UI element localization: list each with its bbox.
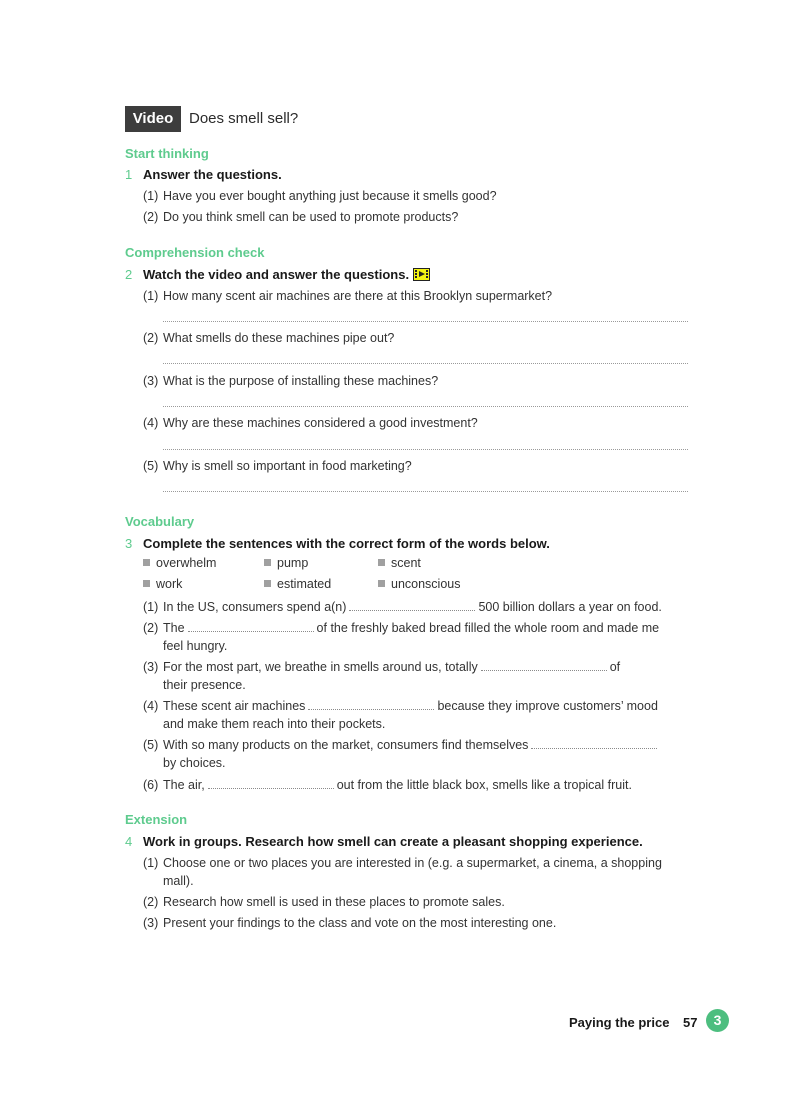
question-text: What smells do these machines pipe out? (163, 331, 395, 345)
video-tag: Video (125, 106, 181, 132)
question-number: (5) (143, 459, 159, 473)
task-instruction-1: Answer the questions. (143, 167, 282, 182)
sentence-text: These scent air machines (163, 699, 306, 713)
question-2-3 (143, 372, 683, 390)
question-2-2 (143, 329, 683, 347)
square-bullet-icon (264, 580, 271, 587)
answer-line-2-3[interactable] (163, 406, 688, 407)
sentence-continuation: feel hungry. (163, 639, 228, 653)
task-instruction-2 (143, 267, 430, 282)
task-number-4: 4 (125, 834, 133, 849)
sentence-text: because they improve customers’ mood (437, 699, 658, 713)
word-bank-item (143, 577, 182, 591)
extension-item-1 (143, 854, 683, 890)
sentence-3-5 (143, 736, 683, 772)
extension-item-3 (143, 914, 683, 932)
item-number: (2) (143, 895, 159, 909)
question-number: (2) (143, 331, 159, 345)
video-film-icon[interactable] (413, 268, 430, 281)
section-heading-vocabulary: Vocabulary (125, 514, 195, 529)
item-number: (3) (143, 916, 159, 930)
question-text: Have you ever bought anything just because it smells good? (163, 189, 497, 203)
task-number-3: 3 (125, 536, 133, 551)
fill-in-blank[interactable] (208, 777, 334, 789)
sentence-number: (4) (143, 699, 159, 713)
sentence-text: With so many products on the market, consumers find themselves (163, 738, 529, 752)
sentence-text: of (609, 660, 621, 674)
sentence-text: The (163, 621, 185, 635)
task-number-1: 1 (125, 167, 133, 182)
answer-line-2-2[interactable] (163, 363, 688, 364)
sentence-number: (6) (143, 778, 159, 792)
answer-line-2-5[interactable] (163, 491, 688, 492)
sentence-number: (3) (143, 660, 159, 674)
section-heading-start-thinking: Start thinking (125, 146, 209, 161)
section-heading-comprehension: Comprehension check (125, 245, 265, 260)
footer-unit-title: Paying the price (569, 1015, 670, 1030)
task-instruction-3: Complete the sentences with the correct form of the words below. (143, 536, 550, 551)
answer-line-2-4[interactable] (163, 449, 688, 450)
sentence-text: 500 billion dollars a year on food. (478, 600, 662, 614)
fill-in-blank[interactable] (188, 620, 314, 632)
item-text: Choose one or two places you are interested in (e.g. a supermarket, a cinema, a shopping (163, 856, 662, 870)
question-2-1 (143, 287, 683, 305)
word-bank-item (378, 556, 421, 570)
item-continuation: mall). (163, 874, 194, 888)
word-bank-text: work (156, 577, 183, 591)
section-heading-extension: Extension (125, 812, 188, 827)
question-text: Why are these machines considered a good investment? (163, 416, 478, 430)
square-bullet-icon (143, 559, 150, 566)
question-text: Why is smell so important in food marketing? (163, 459, 412, 473)
sentence-text: In the US, consumers spend a(n) (163, 600, 347, 614)
question-number: (3) (143, 374, 159, 388)
item-text: Present your findings to the class and vote on the most interesting one. (163, 916, 557, 930)
square-bullet-icon (378, 559, 385, 566)
sentence-number: (1) (143, 600, 159, 614)
task-text: Watch the video and answer the questions. (143, 267, 410, 282)
word-bank-item (264, 577, 331, 591)
item-number: (1) (143, 856, 159, 870)
word-bank-text: overwhelm (156, 556, 217, 570)
word-bank-text: scent (391, 556, 421, 570)
question-text: Do you think smell can be used to promote products? (163, 210, 459, 224)
word-bank-item (378, 577, 461, 591)
sentence-continuation: their presence. (163, 678, 246, 692)
question-1-1 (143, 187, 683, 205)
question-number: (1) (143, 189, 159, 203)
sentence-3-3 (143, 658, 683, 694)
sentence-text: out from the little black box, smells like a tropical fruit. (336, 778, 632, 792)
square-bullet-icon (264, 559, 271, 566)
fill-in-blank[interactable] (531, 737, 657, 749)
word-bank-text: unconscious (391, 577, 461, 591)
fill-in-blank[interactable] (481, 659, 607, 671)
question-number: (1) (143, 289, 159, 303)
word-bank-item (143, 556, 216, 570)
sentence-3-6 (143, 776, 683, 794)
item-text: Research how smell is used in these places to promote sales. (163, 895, 505, 909)
question-text: What is the purpose of installing these machines? (163, 374, 439, 388)
sentence-number: (5) (143, 738, 159, 752)
sentence-text: of the freshly baked bread filled the whole room and made me (316, 621, 660, 635)
sentence-continuation: by choices. (163, 756, 226, 770)
sentence-number: (2) (143, 621, 159, 635)
square-bullet-icon (143, 580, 150, 587)
fill-in-blank[interactable] (308, 698, 434, 710)
question-number: (4) (143, 416, 159, 430)
sentence-text: For the most part, we breathe in smells around us, totally (163, 660, 478, 674)
question-2-5 (143, 457, 683, 475)
question-number: (2) (143, 210, 159, 224)
question-1-2 (143, 208, 683, 226)
fill-in-blank[interactable] (349, 599, 475, 611)
extension-item-2 (143, 893, 683, 911)
sentence-text: The air, (163, 778, 205, 792)
sentence-3-2 (143, 619, 683, 655)
word-bank-text: estimated (277, 577, 332, 591)
task-instruction-4: Work in groups. Research how smell can create a pleasant shopping experience. (143, 834, 643, 849)
sentence-3-1 (143, 598, 683, 616)
square-bullet-icon (378, 580, 385, 587)
answer-line-2-1[interactable] (163, 321, 688, 322)
question-2-4 (143, 414, 683, 432)
task-number-2: 2 (125, 267, 133, 282)
page-title: Does smell sell? (189, 110, 299, 127)
page-number: 57 (683, 1015, 698, 1030)
sentence-3-4 (143, 697, 683, 733)
unit-number-badge: 3 (706, 1009, 729, 1032)
question-text: How many scent air machines are there at this Brooklyn supermarket? (163, 289, 553, 303)
sentence-continuation: and make them reach into their pockets. (163, 717, 386, 731)
word-bank-text: pump (277, 556, 309, 570)
word-bank-item (264, 556, 308, 570)
